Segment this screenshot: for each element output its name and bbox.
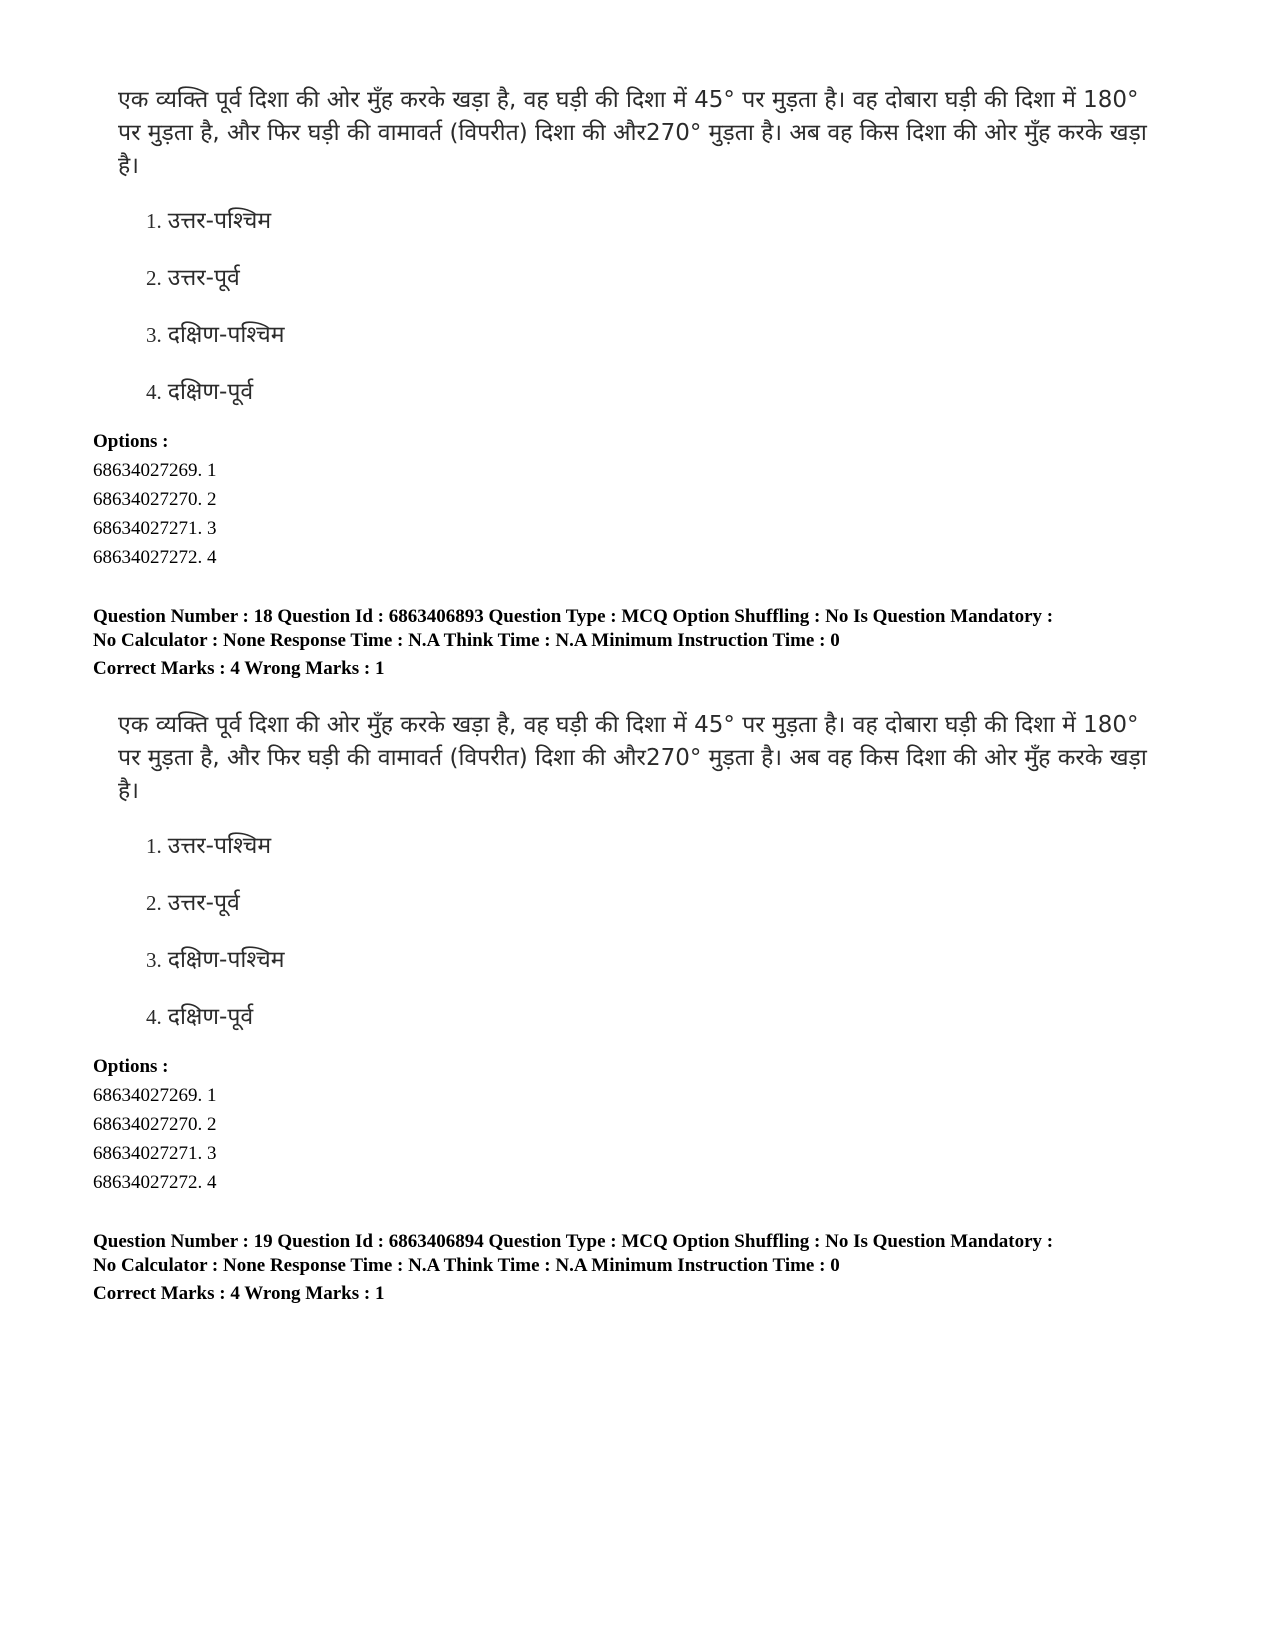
choice-item: 2. उत्तर-पूर्व xyxy=(146,890,240,916)
meta-line: No Calculator : None Response Time : N.A Think Time : N.A Minimum Instruction Time : 0 xyxy=(93,630,840,651)
question-text: एक व्यक्ति पूर्व दिशा की ओर मुँह करके खड़ा है, वह घड़ी की दिशा में 45° पर मुड़ता है। वह दोबारा घड़ी की दिशा में 180° पर मुड़ता है, और फिर घड़ी की वामावर्त (विपरीत) दिशा की और270° मुड़ता है। अब वह किस दिशा की ओर मुँह करके खड़ा है। xyxy=(118,87,1147,179)
question-image-1 xyxy=(118,84,1198,433)
options-block-1 xyxy=(93,431,1193,576)
option-row: 68634027272. 4 xyxy=(93,1172,217,1193)
option-row: 68634027270. 2 xyxy=(93,1114,217,1135)
question-meta-19 xyxy=(93,1230,1193,1306)
options-block-2 xyxy=(93,1056,1193,1201)
choice-item: 4. दक्षिण-पूर्व xyxy=(146,379,254,405)
choice-item: 3. दक्षिण-पश्चिम xyxy=(146,322,285,348)
option-row: 68634027269. 1 xyxy=(93,460,217,481)
choice-item: 3. दक्षिण-पश्चिम xyxy=(146,947,285,973)
marks-line: Correct Marks : 4 Wrong Marks : 1 xyxy=(93,1283,385,1304)
meta-line: Question Number : 19 Question Id : 6863406894 Question Type : MCQ Option Shuffling : No Is Question Mandatory : xyxy=(93,1231,1054,1252)
question-image-2 xyxy=(118,709,1198,1058)
choice-item: 1. उत्तर-पश्चिम xyxy=(146,208,272,234)
choice-item: 1. उत्तर-पश्चिम xyxy=(146,833,272,859)
option-row: 68634027272. 4 xyxy=(93,547,217,568)
marks-line: Correct Marks : 4 Wrong Marks : 1 xyxy=(93,658,385,679)
choice-list xyxy=(146,830,1198,1058)
option-row: 68634027271. 3 xyxy=(93,518,217,539)
meta-line: No Calculator : None Response Time : N.A Think Time : N.A Minimum Instruction Time : 0 xyxy=(93,1255,840,1276)
option-row: 68634027271. 3 xyxy=(93,1143,217,1164)
choice-item: 4. दक्षिण-पूर्व xyxy=(146,1004,254,1030)
choice-item: 2. उत्तर-पूर्व xyxy=(146,265,240,291)
question-text: एक व्यक्ति पूर्व दिशा की ओर मुँह करके खड़ा है, वह घड़ी की दिशा में 45° पर मुड़ता है। वह दोबारा घड़ी की दिशा में 180° पर मुड़ता है, और फिर घड़ी की वामावर्त (विपरीत) दिशा की और270° मुड़ता है। अब वह किस दिशा की ओर मुँह करके खड़ा है। xyxy=(118,712,1147,804)
question-meta-18 xyxy=(93,605,1193,681)
options-heading: Options : xyxy=(93,431,169,452)
options-heading: Options : xyxy=(93,1056,169,1077)
option-row: 68634027270. 2 xyxy=(93,489,217,510)
choice-list xyxy=(146,205,1198,433)
meta-line: Question Number : 18 Question Id : 6863406893 Question Type : MCQ Option Shuffling : No Is Question Mandatory : xyxy=(93,606,1054,627)
option-row: 68634027269. 1 xyxy=(93,1085,217,1106)
